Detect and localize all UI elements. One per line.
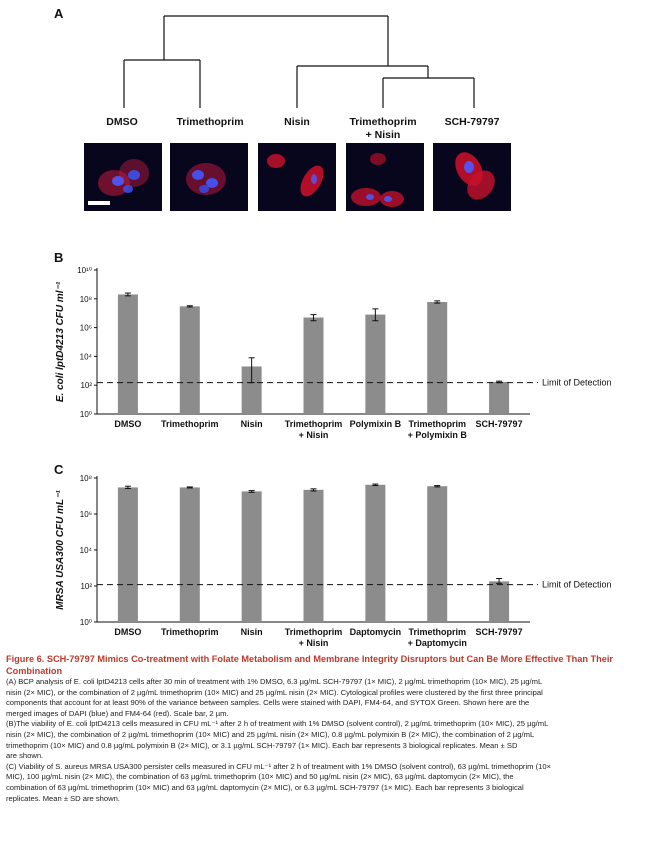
micrograph-trimethoprim-nisin [346,143,424,211]
bar [242,491,262,622]
micrograph-nisin [258,143,336,211]
bar [304,490,324,622]
dendrogram [0,0,662,120]
caption-line: (B)The viability of E. coli lptD4213 cells measured in CFU mL⁻¹ after 2 h of treatment with 1% DMSO (solvent control), 2 µg/mL trimethoprim (10× MIC), 25 µg/mL [6,719,549,729]
bar [118,294,138,414]
y-axis-label: MRSA USA300 CFU mL⁻¹ [55,490,66,610]
x-tick-label: DMSO [114,419,142,429]
x-tick-label: Trimethoprim [284,627,343,637]
x-tick-label: + Nisin [298,430,329,440]
x-tick-label: Nisin [240,419,263,429]
detection-limit-label: Limit of Detection [542,579,612,590]
panel-a-letter: A [54,6,64,21]
dendrogram-inner-cluster [383,78,474,108]
x-tick-label: Trimethoprim [161,627,219,637]
x-tick-label: Nisin [240,627,263,637]
cluster-label-nisin: Nisin [284,116,310,128]
bar [365,315,385,414]
y-tick-label: 10⁰ [79,410,92,419]
y-tick-label: 10⁰ [79,618,92,627]
micrograph-trimethoprim [170,143,248,211]
caption-line: (C) Viability of S. aureus MRSA USA300 persister cells measured in CFU mL⁻¹ after 2 h of treatment with 1% DMSO (solvent control), 63 µg/mL trimethoprim (10× [6,761,551,771]
x-tick-label: + Polymixin B [407,430,467,440]
caption-line: nisin (2× MIC), or the combination of 2 µg/mL trimethoprim (10× MIC) and 25 µg/mL nisin (2× MIC). Cytological profiles were clustered by the first three principal [6,687,543,697]
y-axis-label: E. coli lptD4213 CFU ml⁻¹ [55,281,66,403]
panel-c-letter: C [54,462,64,477]
bar [489,382,509,414]
x-tick-label: SCH-79797 [475,419,523,429]
y-tick-label: 10⁸ [79,474,92,483]
x-tick-label: DMSO [114,627,142,637]
panel-b-letter: B [54,250,64,265]
figure-caption [6,653,658,804]
y-tick-label: 10⁴ [79,352,92,362]
dendrogram-right-cluster [297,16,428,108]
x-tick-label: Polymixin B [349,419,402,429]
bar [304,318,324,414]
y-tick-label: 10⁶ [79,510,92,519]
x-tick-label: SCH-79797 [475,627,523,637]
chart-c [0,470,662,650]
chart-b [0,258,662,448]
caption-line: (A) BCP analysis of E. coli lptD4213 cells after 30 min of treatment with 1% DMSO, 6.3 µg/mL SCH-79797 (1× MIC), 2 µg/mL trimethoprim (10× MIC), 25 µg/mL [6,677,543,686]
scale-bar [88,201,110,205]
y-tick-label: 10² [80,381,92,391]
cluster-label-trimethoprim: Trimethoprim [176,116,244,128]
bar [118,487,138,622]
bar [365,485,385,622]
y-tick-label: 10⁴ [79,546,92,555]
x-tick-label: + Nisin [298,638,329,648]
x-tick-label: Trimethoprim [408,419,466,429]
bar [489,581,509,622]
x-tick-label: Daptomycin [349,627,402,637]
x-tick-label: Trimethoprim [408,627,466,637]
micrograph-dmso [84,143,162,211]
caption-line: trimethoprim (10× MIC) and 0.8 µg/mL polymixin B (2× MIC), or 3.1 µg/mL SCH-79797 (1× MIC). Each bar represents 3 biological replicates. Mean ± SD [6,740,518,750]
caption-line: combination of 63 µg/mL trimethoprim (10× MIC) and 63 µg/mL daptomycin (2× MIC), or 6.3 µg/mL SCH-79797 (1× MIC). Each bar represents 3 biological [6,782,524,792]
x-tick-label: Trimethoprim [161,419,219,429]
caption-line: replicates. Mean ± SD are shown. [6,793,120,803]
y-tick-label: 10⁶ [79,323,92,333]
caption-line: are shown. [6,751,44,761]
y-tick-label: 10¹⁰ [77,266,92,275]
caption-line: MIC), 100 µg/mL nisin (2× MIC), the combination of 63 µg/mL trimethoprim (10× MIC) and 50 µg/mL nisin (2× MIC), 63 µg/mL daptomycin (2× MIC), the [6,772,514,782]
bar [427,486,447,622]
cluster-label-trimethoprim-nisin: Trimethoprim + Nisin [349,116,417,141]
bar [180,306,200,414]
x-tick-label: + Daptomycin [407,638,467,648]
caption-line: nisin (2× MIC), the combination of 2 µg/mL trimethoprim (10× MIC) and 25 µg/mL nisin (2× MIC), 0.8 µg/mL polymixin B (2× MIC), the combination of 2 µg/mL [6,729,535,739]
caption-line: components that account for at least 90% of the variance between samples. Cells were stained with DAPI, FM4-64, and SYTOX Green. Shown here are the [6,698,530,708]
x-tick-label: Trimethoprim [284,419,343,429]
y-tick-label: 10² [80,582,92,591]
bar [427,302,447,414]
caption-body [6,677,658,804]
bar [180,487,200,622]
caption-title: Figure 6. SCH-79797 Mimics Co-treatment with Folate Metabolism and Membrane Integrity Disruptors but Can Be More Effective Than Their Combination [6,654,613,676]
micrograph-sch79797 [433,143,511,211]
detection-limit-label: Limit of Detection [542,377,612,388]
dendrogram-left-cluster [124,16,200,108]
y-tick-label: 10⁸ [79,294,92,304]
caption-line: merged images of DAPI (blue) and FM4-64 (red). Scale bar, 2 µm. [6,708,229,718]
cluster-label-sch79797: SCH-79797 [444,116,500,128]
cluster-label-dmso: DMSO [106,116,138,128]
